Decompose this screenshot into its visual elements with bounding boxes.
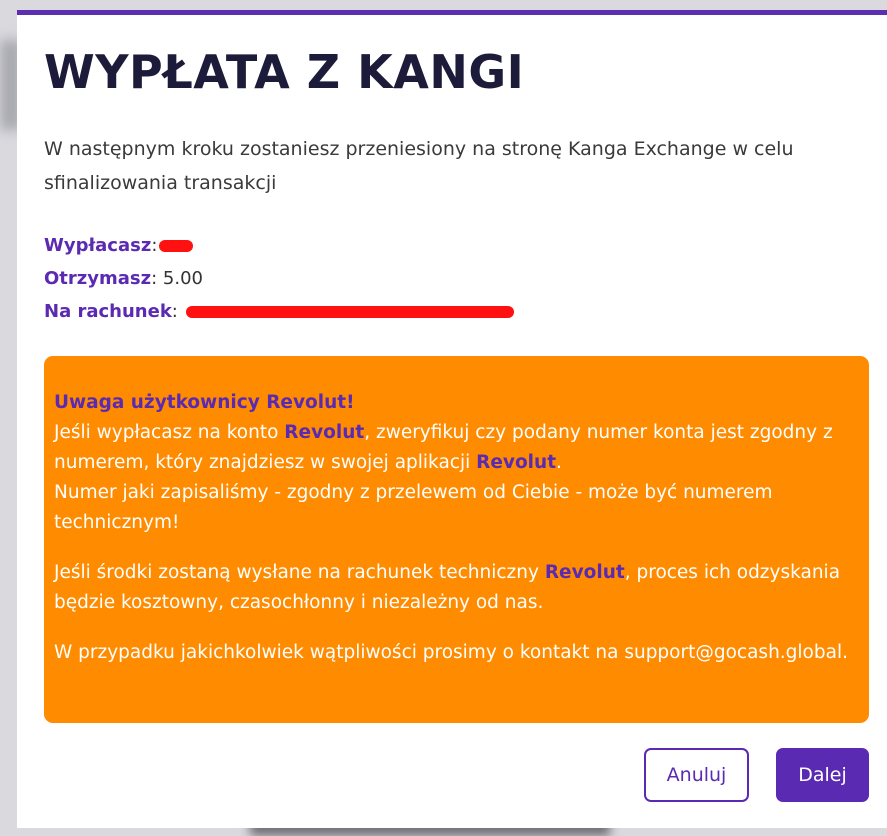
brand-name: Revolut <box>476 452 557 473</box>
separator: : <box>151 235 158 256</box>
brand-name: Revolut <box>284 422 365 443</box>
warning-paragraph-3: W przypadku jakichkolwiek wątpliwości prosimy o kontakt na support@gocash.global. <box>54 642 848 663</box>
redacted-account-number <box>186 306 514 318</box>
redacted-payout-value <box>159 240 193 252</box>
warning-text: , proces ich odzyskania będzie kosztowny, czasochłonny i niezależny od nas. <box>54 562 841 613</box>
transaction-details <box>44 229 514 328</box>
warning-text: . <box>556 452 562 473</box>
warning-heading: Uwaga użytkownicy Revolut! <box>54 392 355 413</box>
warning-paragraph-2 <box>54 558 860 618</box>
account-row <box>44 295 514 328</box>
receive-label: Otrzymasz <box>44 268 152 289</box>
receive-value: 5.00 <box>162 268 203 289</box>
warning-text: Jeśli wypłacasz na konto <box>54 422 285 443</box>
warning-paragraph-1 <box>54 388 860 538</box>
revolut-warning-box <box>44 356 869 723</box>
warning-text: Numer jaki zapisaliśmy - zgodny z przelewem od Ciebie - może być numerem technicznym! <box>54 482 773 533</box>
payout-row <box>44 229 514 262</box>
payout-label: Wypłacasz <box>44 235 152 256</box>
brand-name: Revolut <box>544 562 625 583</box>
next-button[interactable]: Dalej <box>776 748 869 802</box>
separator: : <box>171 301 184 322</box>
modal-title: WYPŁATA Z KANGI <box>44 45 525 99</box>
cancel-button[interactable]: Anuluj <box>644 748 749 802</box>
warning-text: , zweryfikuj czy podany numer konta jest zgodny z numerem, który znajdziesz w swojej aplikacji <box>54 422 833 473</box>
warning-text: Jeśli środki zostaną wysłane na rachunek techniczny <box>54 562 545 583</box>
intro-text: W następnym kroku zostaniesz przeniesiony na stronę Kanga Exchange w celu sfinalizowania transakcji <box>44 138 794 194</box>
receive-row <box>44 262 514 295</box>
separator: : <box>151 268 163 289</box>
withdrawal-modal <box>17 10 887 828</box>
account-label: Na rachunek <box>44 301 172 322</box>
